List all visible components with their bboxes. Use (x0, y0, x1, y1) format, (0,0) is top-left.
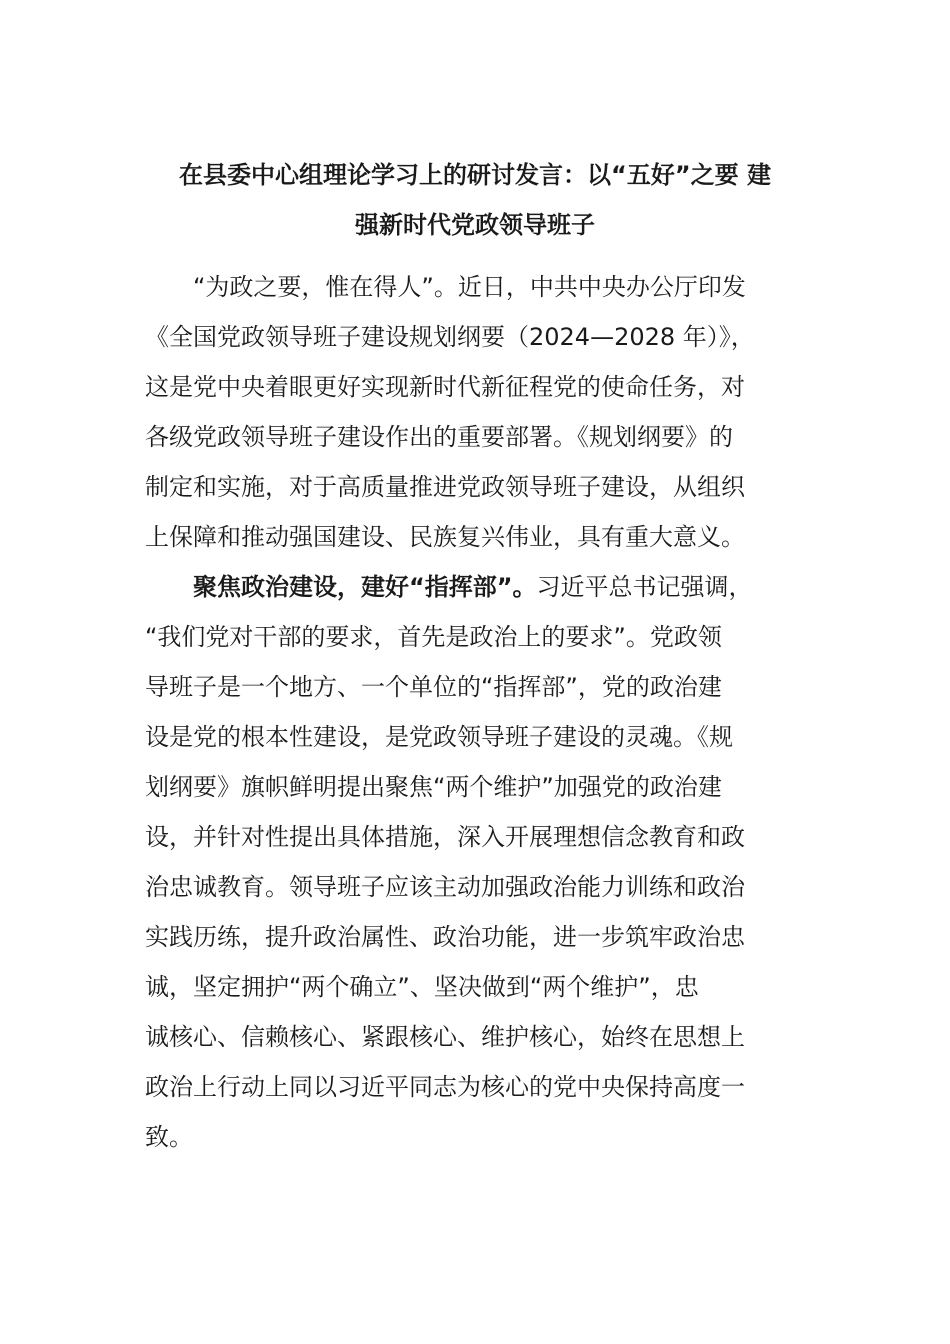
paragraph-1-line: 这是党中央着眼更好实现新时代新征程党的使命任务，对 (145, 373, 745, 401)
paragraph-2-line: 诚核心、信赖核心、紧跟核心、维护核心，始终在思想上 (145, 1023, 745, 1051)
paragraph-2-line: 划纲要》旗帜鲜明提出聚焦“两个维护”加强党的政治建 (145, 773, 722, 801)
paragraph-1-line: 各级党政领导班子建设作出的重要部署。《规划纲要》的 (145, 423, 733, 451)
paragraph-2-line: 治忠诚教育。领导班子应该主动加强政治能力训练和政治 (145, 873, 745, 901)
paragraph-2-line: 设是党的根本性建设，是党政领导班子建设的灵魂。《规 (145, 723, 733, 751)
paragraph-2-line: 致。 (145, 1123, 193, 1151)
paragraph-2-line: 设，并针对性提出具体措施，深入开展理想信念教育和政 (145, 823, 745, 851)
paragraph-2-first-line (145, 562, 835, 612)
paragraph-2-heading: 聚焦政治建设，建好“指挥部”。 (193, 573, 537, 601)
paragraph-2-line: 实践历练，提升政治属性、政治功能，进一步筑牢政治忠 (145, 923, 745, 951)
paragraph-1-line: 《全国党政领导班子建设规划纲要（2024—2028 年）》， (145, 323, 755, 351)
paragraph-2-first-rest: 习近平总书记强调， (536, 573, 753, 601)
document-title (140, 150, 810, 250)
paragraph-1-line: 上保障和推动强国建设、民族复兴伟业，具有重大意义。 (145, 523, 745, 551)
paragraph-2-line: 政治上行动上同以习近平同志为核心的党中央保持高度一 (145, 1073, 745, 1101)
paragraph-1 (145, 262, 835, 562)
document-body (145, 262, 835, 1162)
paragraph-2 (145, 562, 835, 1162)
paragraph-1-line: 制定和实施，对于高质量推进党政领导班子建设，从组织 (145, 473, 745, 501)
paragraph-2-line: “我们党对干部的要求，首先是政治上的要求”。党政领 (145, 623, 722, 651)
title-line-1: 在县委中心组理论学习上的研讨发言：以“五好”之要 建 (179, 161, 771, 189)
title-line-2: 强新时代党政领导班子 (355, 211, 595, 239)
paragraph-2-line: 诚，坚定拥护“两个确立”、坚决做到“两个维护”，忠 (145, 973, 699, 1001)
paragraph-1-line: “为政之要，惟在得人”。近日，中共中央办公厅印发 (193, 273, 746, 301)
paragraph-2-line: 导班子是一个地方、一个单位的“指挥部”，党的政治建 (145, 673, 722, 701)
